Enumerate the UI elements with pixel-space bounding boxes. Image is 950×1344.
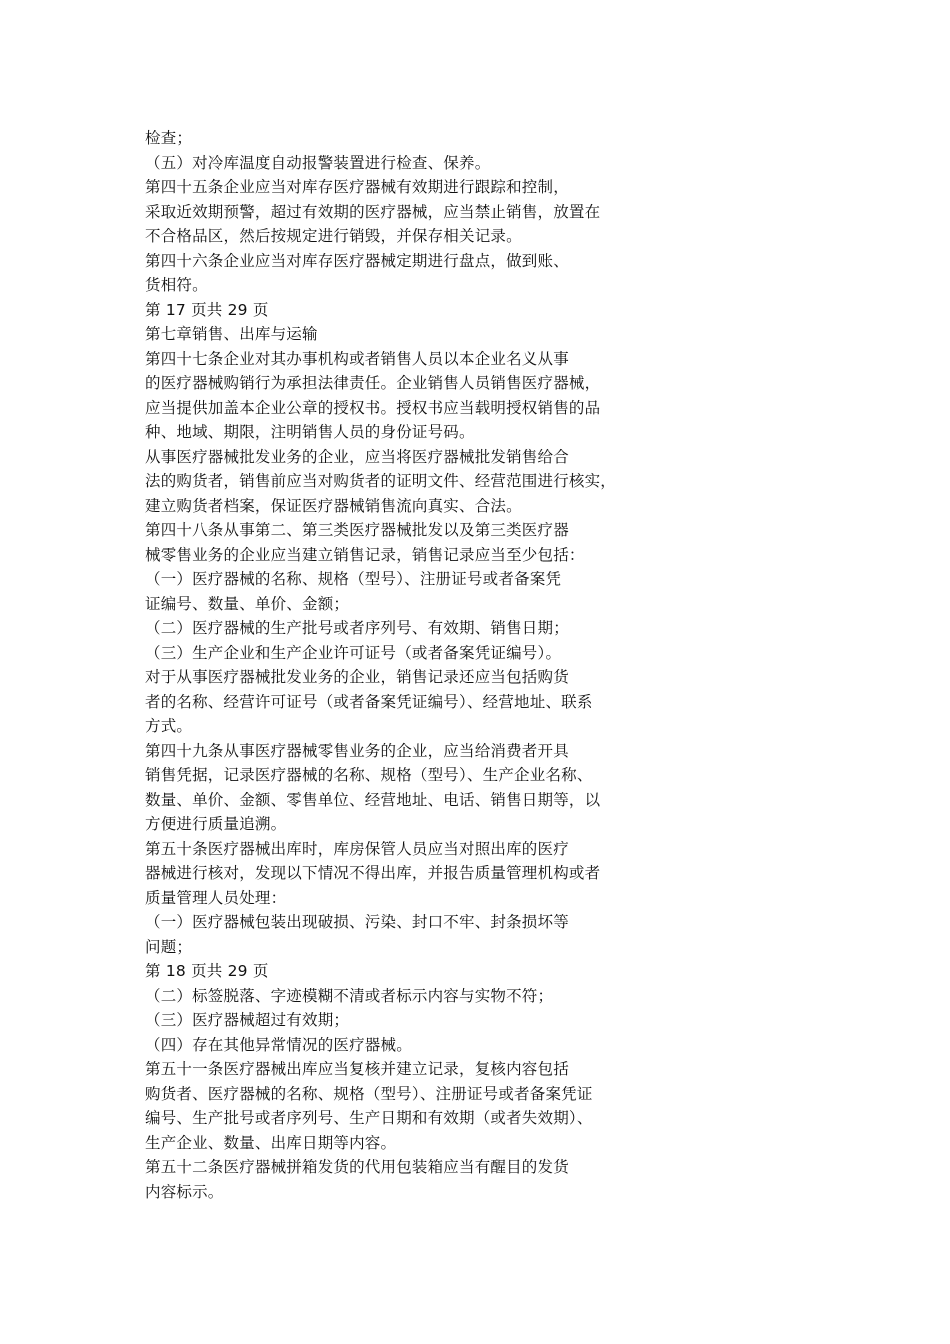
text-line: 器械进行核对，发现以下情况不得出库，并报告质量管理机构或者 (145, 864, 601, 882)
text-line: 第四十九条从事医疗器械零售业务的企业，应当给消费者开具 (145, 741, 569, 760)
text-line: （五）对冷库温度自动报警装置进行检查、保养。 (145, 153, 491, 172)
text-line: 第四十六条企业应当对库存医疗器械定期进行盘点，做到账、 (145, 251, 569, 270)
text-line: 建立购货者档案，保证医疗器械销售流向真实、合法。 (145, 496, 522, 515)
text-line: （一）医疗器械的名称、规格（型号）、注册证号或者备案凭 (145, 570, 562, 588)
text-line: 第五十条医疗器械出库时，库房保管人员应当对照出库的医疗 (145, 839, 569, 858)
text-line: 法的购货者，销售前应当对购货者的证明文件、经营范围进行核实， (145, 472, 617, 490)
text-line: 对于从事医疗器械批发业务的企业，销售记录还应当包括购货 (145, 668, 569, 686)
text-line: 第五十二条医疗器械拼箱发货的代用包装箱应当有醒目的发货 (145, 1158, 569, 1176)
text-line: 销售凭据，记录医疗器械的名称、规格（型号）、生产企业名称、 (145, 766, 593, 784)
text-line: 第四十八条从事第二、第三类医疗器械批发以及第三类医疗器 (145, 521, 569, 539)
text-line: 内容标示。 (145, 1182, 224, 1201)
text-line: 方式。 (145, 717, 193, 735)
text-line: 证编号、数量、单价、金额； (145, 594, 350, 613)
text-line: 第四十七条企业对其办事机构或者销售人员以本企业名义从事 (145, 349, 569, 368)
text-line: 第四十五条企业应当对库存医疗器械有效期进行跟踪和控制， (145, 178, 569, 196)
text-line: 检查； (145, 129, 193, 147)
text-line: 种、地域、期限，注明销售人员的身份证号码。 (145, 423, 475, 441)
text-line: （三）医疗器械超过有效期； (145, 1011, 350, 1029)
text-line: 的医疗器械购销行为承担法律责任。企业销售人员销售医疗器械， (145, 374, 601, 392)
text-line: 编号、生产批号或者序列号、生产日期和有效期（或者失效期）、 (145, 1109, 593, 1127)
text-line: 采取近效期预警，超过有效期的医疗器械，应当禁止销售，放置在 (145, 202, 601, 221)
text-line: 第五十一条医疗器械出库应当复核并建立记录，复核内容包括 (145, 1060, 569, 1078)
text-line: 械零售业务的企业应当建立销售记录，销售记录应当至少包括： (145, 545, 585, 564)
text-line: 方便进行质量追溯。 (145, 815, 287, 833)
text-line: 第 18 页共 29 页 (145, 962, 269, 980)
text-line: 数量、单价、金额、零售单位、经营地址、电话、销售日期等，以 (145, 790, 601, 809)
text-line: 应当提供加盖本企业公章的授权书。授权书应当载明授权销售的品 (145, 398, 601, 417)
text-line: 货相符。 (145, 276, 208, 294)
text-line: 不合格品区，然后按规定进行销毁，并保存相关记录。 (145, 227, 522, 245)
text-line: （三）生产企业和生产企业许可证号（或者备案凭证编号）。 (145, 643, 562, 662)
text-line: （四）存在其他异常情况的医疗器械。 (145, 1035, 412, 1054)
text-line: 第 17 页共 29 页 (145, 300, 269, 319)
document-page (145, 126, 865, 1204)
text-line: 生产企业、数量、出库日期等内容。 (145, 1133, 397, 1152)
text-line: 购货者、医疗器械的名称、规格（型号）、注册证号或者备案凭证 (145, 1084, 593, 1103)
text-line: 质量管理人员处理： (145, 888, 287, 907)
text-line: 第七章销售、出库与运输 (145, 325, 318, 343)
text-line: （二）标签脱落、字迹模糊不清或者标示内容与实物不符； (145, 986, 554, 1005)
text-line: 者的名称、经营许可证号（或者备案凭证编号）、经营地址、联系 (145, 692, 593, 711)
text-line: （二）医疗器械的生产批号或者序列号、有效期、销售日期； (145, 619, 569, 637)
text-line: 问题； (145, 937, 193, 956)
text-line: 从事医疗器械批发业务的企业，应当将医疗器械批发销售给合 (145, 447, 569, 466)
text-line: （一）医疗器械包装出现破损、污染、封口不牢、封条损坏等 (145, 913, 569, 931)
